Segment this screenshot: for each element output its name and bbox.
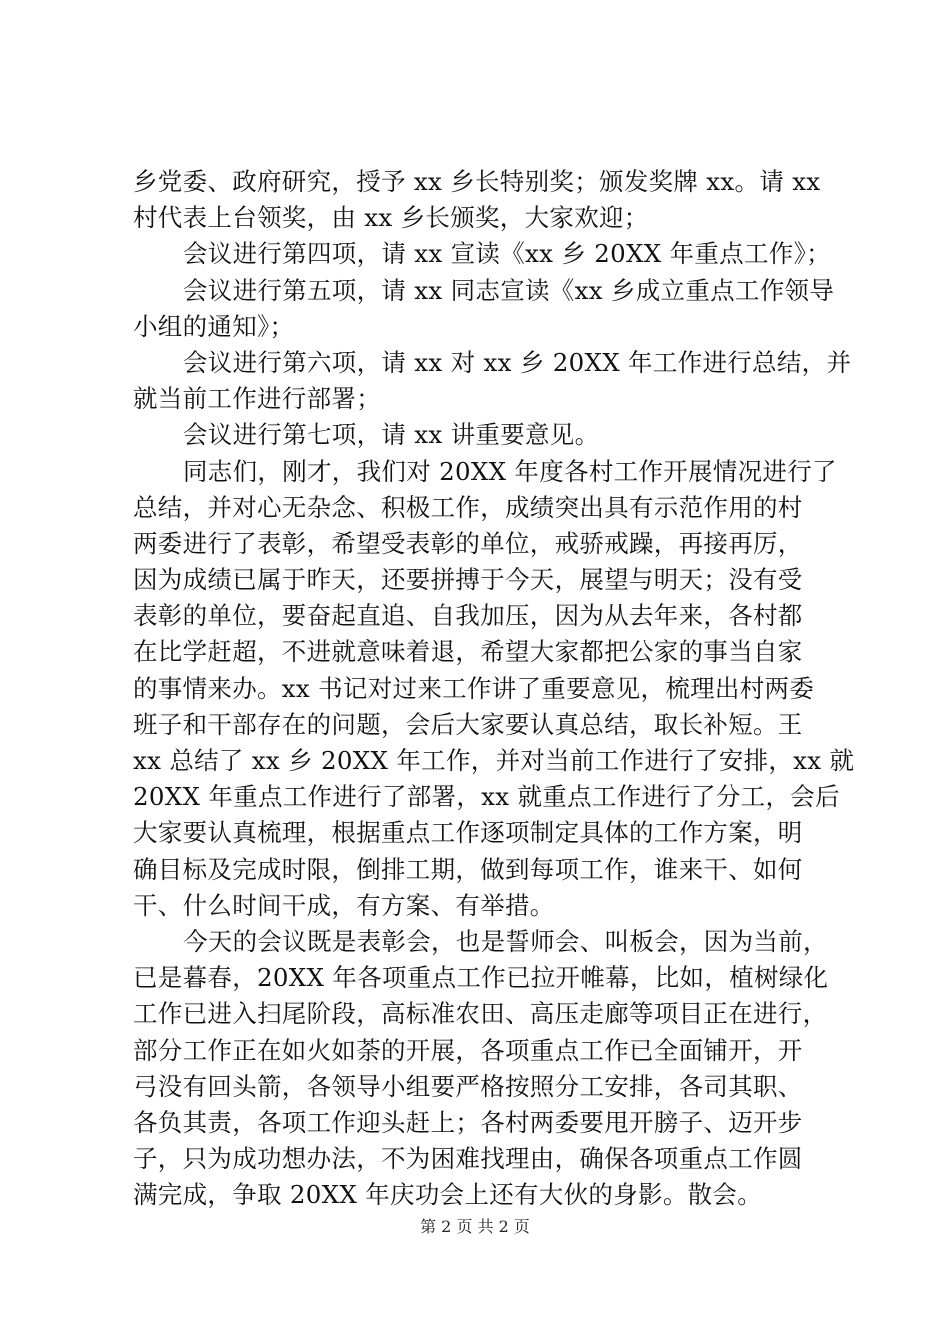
text-line: 会议进行第四项，请 xx 宣读《xx 乡 20XX 年重点工作》；: [183, 239, 831, 269]
text-line: 班子和干部存在的问题，会后大家要认真总结，取长补短。王: [133, 709, 803, 739]
text-line: 会议进行第六项，请 xx 对 xx 乡 20XX 年工作进行总结，并: [183, 347, 852, 377]
text-line: 子，只为成功想办法，不为困难找理由，确保各项重点工作圆: [133, 1144, 803, 1174]
text-line: 已是暮春，20XX 年各项重点工作已拉开帷幕，比如，植树绿化: [133, 963, 829, 993]
text-line: 乡党委、政府研究，授予 xx 乡长特别奖；颁发奖牌 xx。请 xx: [133, 167, 821, 196]
text-line: 确目标及完成时限，倒排工期，做到每项工作，谁来干、如何: [133, 854, 803, 884]
text-line: 的事情来办。xx 书记对过来工作讲了重要意见，梳理出村两委: [133, 673, 815, 703]
text-line: 弓没有回头箭，各领导小组要严格按照分工安排，各司其职、: [133, 1071, 803, 1101]
page-number-footer: 第 2 页 共 2 页: [420, 1217, 530, 1236]
text-line: 两委进行了表彰，希望受表彰的单位，戒骄戒躁，再接再厉，: [133, 528, 803, 558]
text-line: 小组的通知》；: [133, 311, 295, 341]
text-line: 表彰的单位，要奋起直追、自我加压，因为从去年来，各村都: [133, 601, 803, 631]
text-line: 因为成绩已属于昨天，还要拼搏于今天，展望与明天；没有受: [133, 565, 803, 595]
text-line: 干、什么时间干成，有方案、有举措。: [133, 890, 555, 920]
text-line: 今天的会议既是表彰会，也是誓师会、叫板会，因为当前，: [183, 926, 828, 956]
text-line: 部分工作正在如火如荼的开展，各项重点工作已全面铺开，开: [133, 1035, 803, 1065]
text-line: 总结，并对心无杂念、积极工作，成绩突出具有示范作用的村: [133, 492, 803, 522]
text-line: 会议进行第七项，请 xx 讲重要意见。: [183, 420, 600, 450]
text-line: 在比学赶超，不进就意味着退，希望大家都把公家的事当自家: [133, 637, 803, 667]
text-line: 村代表上台领奖，由 xx 乡长颁奖，大家欢迎；: [133, 203, 649, 233]
text-line: 同志们，刚才，我们对 20XX 年度各村工作开展情况进行了: [183, 456, 837, 486]
text-line: 就当前工作进行部署；: [133, 384, 381, 414]
text-line: 大家要认真梳理，根据重点工作逐项制定具体的工作方案，明: [133, 818, 803, 848]
document-body: [133, 164, 855, 1213]
text-line: 工作已进入扫尾阶段，高标准农田、高压走廊等项目正在进行，: [133, 999, 828, 1029]
text-line: 会议进行第五项，请 xx 同志宣读《xx 乡成立重点工作领导: [183, 275, 835, 305]
text-line: xx 总结了 xx 乡 20XX 年工作，并对当前工作进行了安排，xx 就: [133, 746, 855, 775]
text-line: 满完成，争取 20XX 年庆功会上还有大伙的身影。散会。: [133, 1180, 763, 1210]
text-line: 20XX 年重点工作进行了部署，xx 就重点工作进行了分工，会后: [133, 782, 840, 812]
text-line: 各负其责，各项工作迎头赶上；各村两委要甩开膀子、迈开步: [133, 1107, 803, 1137]
